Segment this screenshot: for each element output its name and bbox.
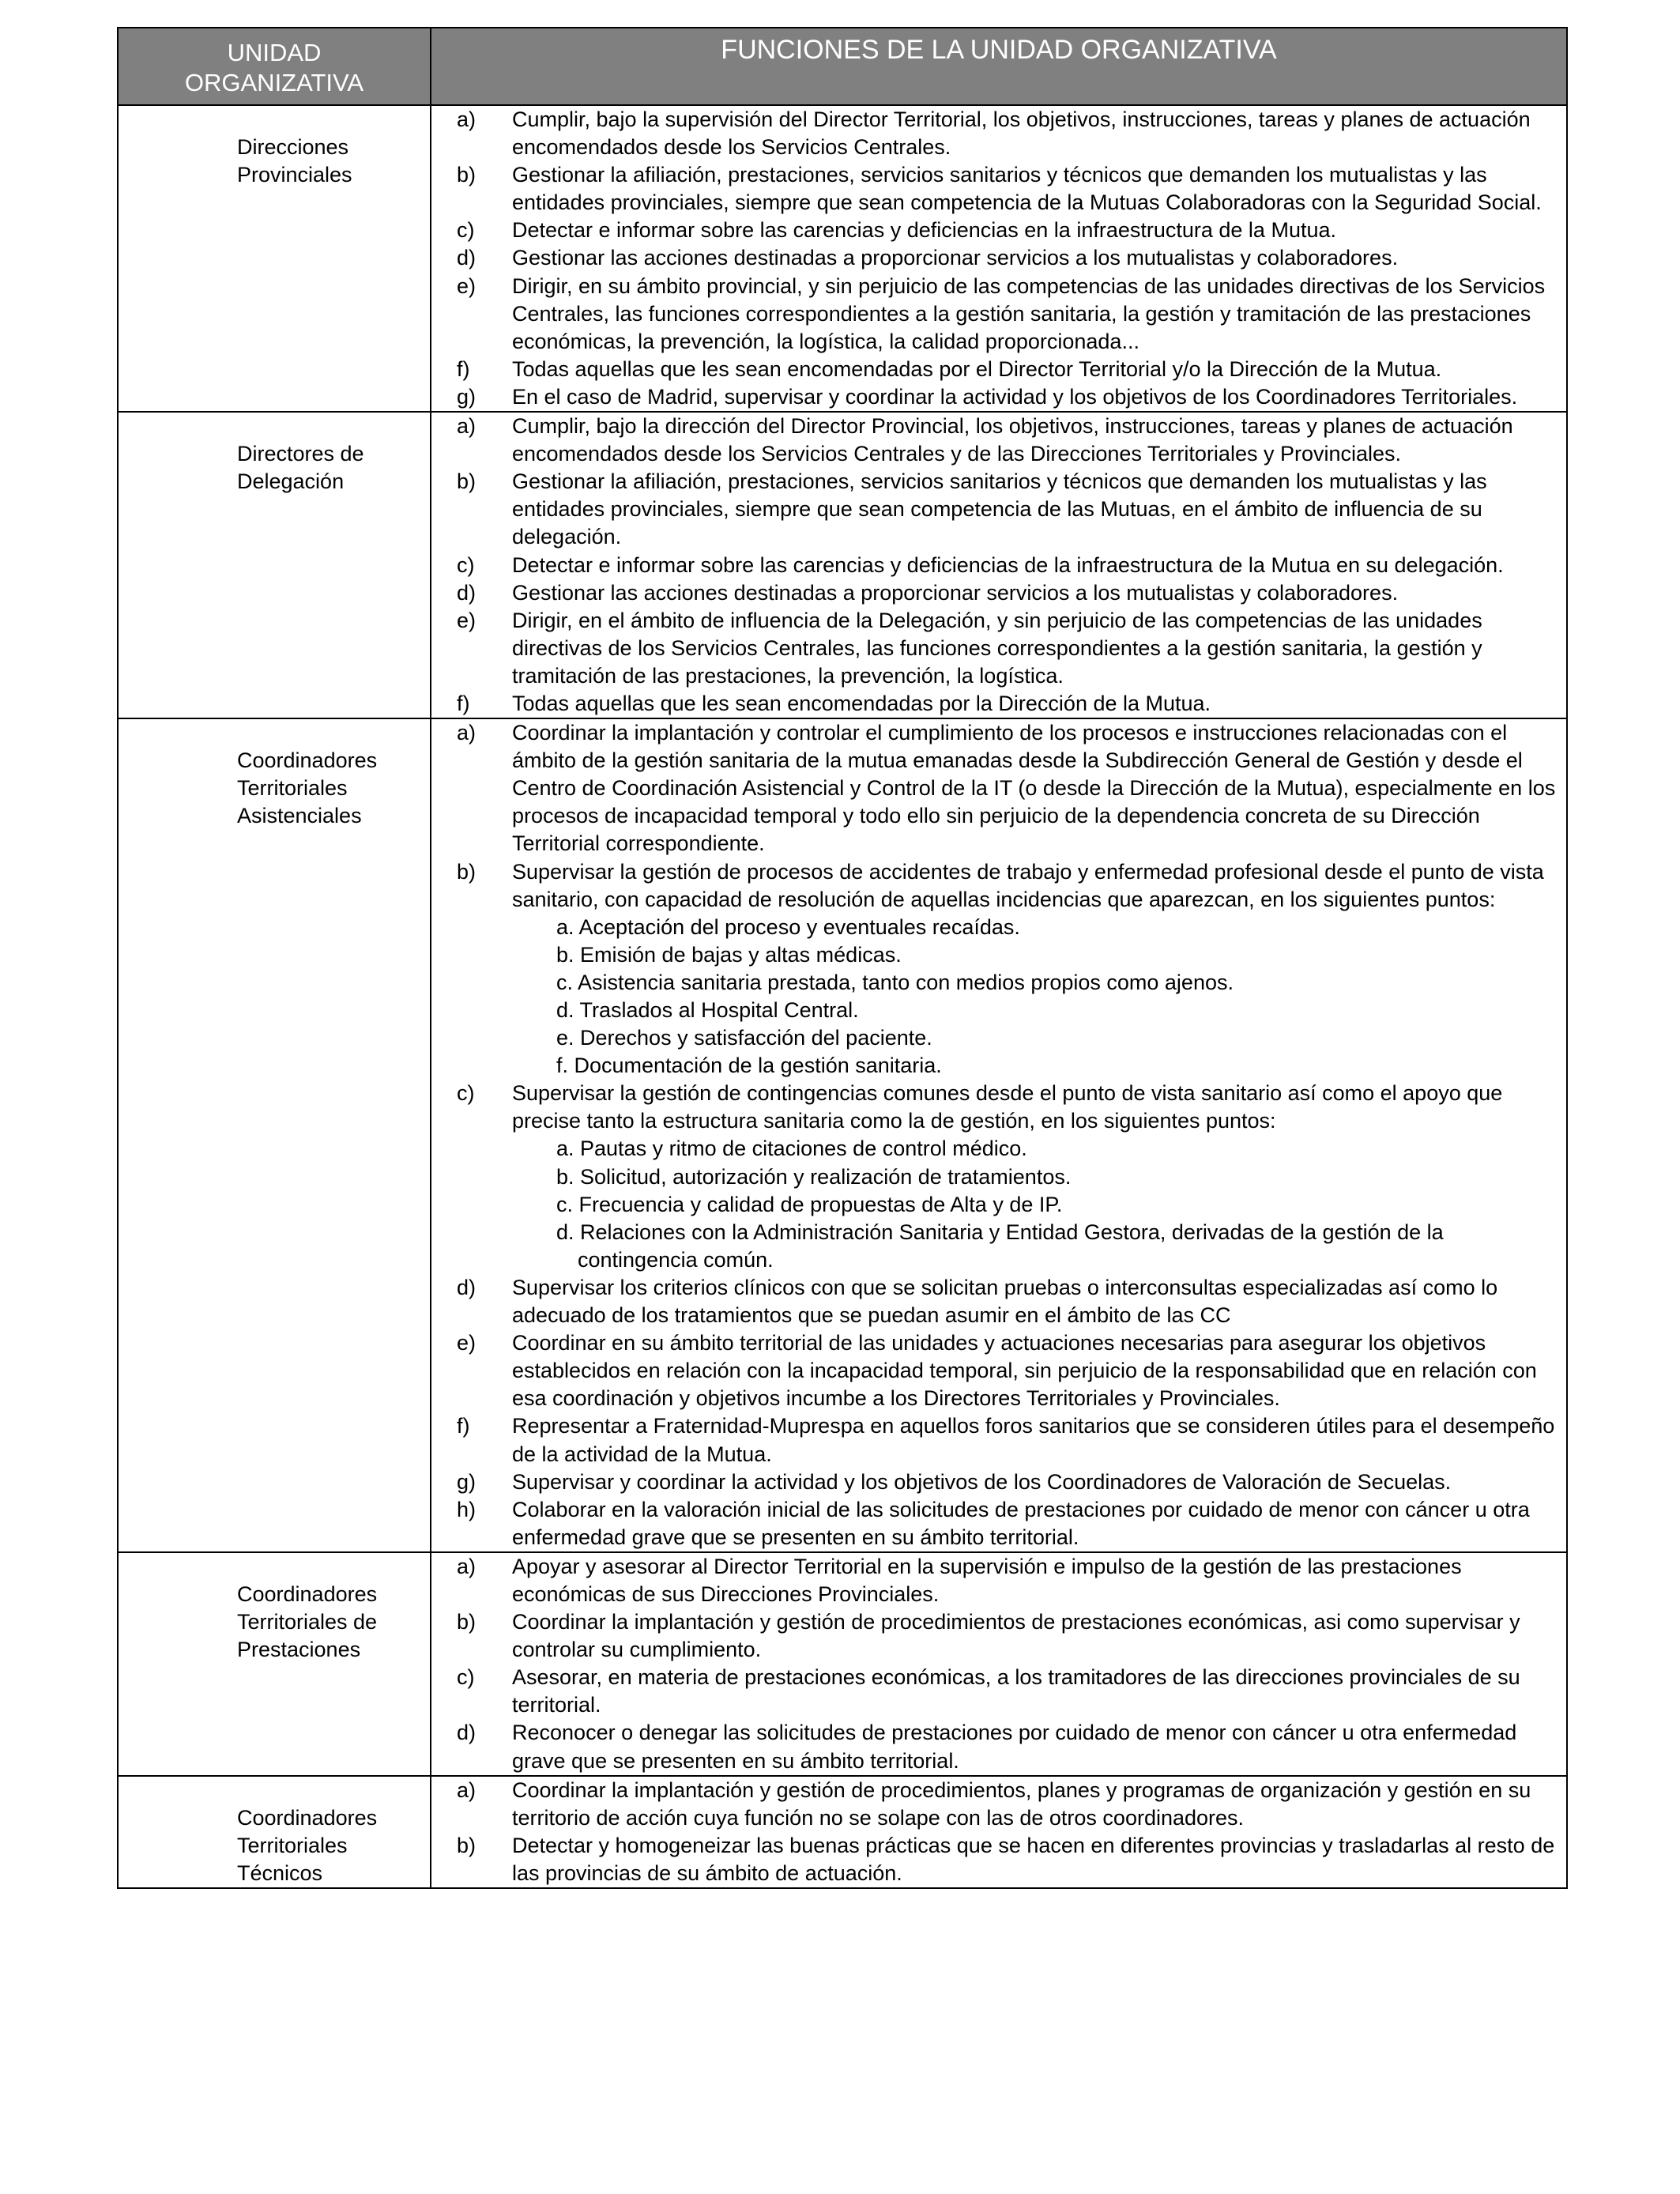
unit-name-line: Territoriales de xyxy=(237,1609,378,1634)
item-text: Gestionar la afiliación, prestaciones, servicios sanitarios y técnicos que demanden los mutualistas y las entidades provinciales, siempre que sean competencia de las Mutuas, en el ámbito de influencia de su delegación. xyxy=(512,469,1487,549)
header-row xyxy=(118,28,1567,105)
item-text: Coordinar la implantación y controlar el cumplimiento de los procesos e instrucciones relacionadas con el ámbito de la gestión sanitaria de la mutua emanadas desde la Subdirección General de Gestión y desde el Centro de Coordinación Asistencial y Control de la IT (o desde la Dirección de la Mutua), especialmente en los procesos de incapacidad temporal y todo ello sin perjuicio de la dependencia concreta de su Dirección Territorial correspondiente. xyxy=(512,721,1556,856)
item-marker: e) xyxy=(457,1331,477,1355)
item-text: Dirigir, en su ámbito provincial, y sin perjuicio de las competencias de las unidades directivas de los Servicios Centrales, las funciones correspondientes a la gestión sanitaria, la gestión y tramitación de las prestaciones económicas, la prevención, la logística, la calidad proporcionada... xyxy=(512,273,1546,353)
sub-item: e. Derechos y satisfacción del paciente. xyxy=(556,1026,932,1050)
item-text: Todas aquellas que les sean encomendadas por el Director Territorial y/o la Dirección de la Mutua. xyxy=(512,356,1442,381)
function-item xyxy=(431,1832,1558,1887)
unit-name-line: Provinciales xyxy=(237,163,352,187)
item-marker: a) xyxy=(457,107,477,131)
sub-list xyxy=(512,914,1558,1080)
unit-cell xyxy=(118,718,431,1552)
item-marker: a) xyxy=(457,1554,477,1578)
functions-list xyxy=(431,106,1566,411)
item-marker: b) xyxy=(457,1610,477,1634)
header-unit xyxy=(118,28,431,105)
item-text: Colaborar en la valoración inicial de las solicitudes de prestaciones por cuidado de menor con cáncer u otra enfermedad grave que se presenten en su ámbito territorial. xyxy=(512,1497,1530,1549)
item-text: Gestionar las acciones destinadas a proporcionar servicios a los mutualistas y colaboradores. xyxy=(512,580,1399,605)
unit-name xyxy=(119,719,430,830)
sub-item: f. Documentación de la gestión sanitaria. xyxy=(556,1054,942,1078)
item-marker: c) xyxy=(457,1665,475,1690)
header-functions: FUNCIONES DE LA UNIDAD ORGANIZATIVA xyxy=(431,28,1567,105)
item-marker: a) xyxy=(457,414,477,439)
sub-item: a. Aceptación del proceso y eventuales recaídas. xyxy=(556,914,1020,939)
function-item xyxy=(431,1329,1558,1412)
unit-cell xyxy=(118,412,431,718)
sub-item: b. Solicitud, autorización y realización de tratamientos. xyxy=(556,1164,1072,1189)
unit-name-line: Coordinadores xyxy=(237,1581,378,1606)
header-unit-line2: ORGANIZATIVA xyxy=(184,69,364,96)
sub-item: c. Frecuencia y calidad de propuestas de Alta y de IP. xyxy=(556,1192,1063,1216)
item-text: Cumplir, bajo la supervisión del Director Territorial, los objetivos, instrucciones, tareas y planes de actuación encomendados desde los Servicios Centrales. xyxy=(512,107,1531,160)
item-marker: d) xyxy=(457,246,477,270)
function-item xyxy=(431,1274,1558,1329)
function-item xyxy=(431,552,1558,579)
unit-name-line: Territoriales xyxy=(237,776,348,801)
function-item xyxy=(431,1777,1558,1832)
table-row xyxy=(118,105,1567,412)
item-text: Coordinar la implantación y gestión de procedimientos, planes y programas de organización y gestión en su territorio de acción cuya función no se solape con las de otros coordinadores. xyxy=(512,1777,1531,1830)
unit-name-line: Territoriales xyxy=(237,1833,348,1857)
functions-table xyxy=(117,27,1568,1889)
function-item xyxy=(431,106,1558,161)
item-text: Cumplir, bajo la dirección del Director Provincial, los objetivos, instrucciones, tareas y planes de actuación encomendados desde los Servicios Centrales y de las Direcciones Territoriales y Provinciales. xyxy=(512,414,1513,466)
function-item xyxy=(431,161,1558,217)
item-marker: b) xyxy=(457,469,477,494)
item-text: Gestionar las acciones destinadas a proporcionar servicios a los mutualistas y colaboradores. xyxy=(512,246,1399,270)
unit-name xyxy=(119,413,430,496)
unit-name xyxy=(119,106,430,189)
item-marker: a) xyxy=(457,721,477,745)
unit-name-line: Técnicos xyxy=(237,1860,323,1885)
unit-name xyxy=(119,1777,430,1887)
function-item xyxy=(431,690,1558,718)
item-marker: g) xyxy=(457,1469,477,1494)
item-text: Todas aquellas que les sean encomendadas por la Dirección de la Mutua. xyxy=(512,691,1211,715)
item-marker: f) xyxy=(457,1414,470,1438)
sub-item: d. Traslados al Hospital Central. xyxy=(556,998,859,1022)
header-unit-line1: UNIDAD xyxy=(227,39,322,66)
function-item xyxy=(431,1553,1558,1608)
item-marker: f) xyxy=(457,356,470,381)
item-text: Supervisar y coordinar la actividad y los objetivos de los Coordinadores de Valoración de Secuelas. xyxy=(512,1469,1452,1494)
functions-list xyxy=(431,1777,1566,1887)
item-marker: b) xyxy=(457,163,477,187)
unit-name-line: Coordinadores xyxy=(237,748,378,773)
unit-name-line: Asistenciales xyxy=(237,804,362,828)
function-item xyxy=(431,273,1558,356)
functions-cell xyxy=(431,1776,1567,1888)
unit-name-line: Directores de xyxy=(237,442,364,466)
function-item xyxy=(431,1496,1558,1551)
item-text: Supervisar la gestión de contingencias comunes desde el punto de vista sanitario así como el apoyo que precise tanto la estructura sanitaria como la de gestión, en los siguientes puntos: xyxy=(512,1081,1503,1133)
functions-list xyxy=(431,719,1566,1551)
sub-item: b. Emisión de bajas y altas médicas. xyxy=(556,942,902,967)
function-item xyxy=(431,244,1558,272)
function-item xyxy=(431,383,1558,411)
item-marker: g) xyxy=(457,384,477,409)
unit-cell xyxy=(118,1552,431,1776)
unit-name-line: Delegación xyxy=(237,469,345,494)
item-text: Dirigir, en el ámbito de influencia de la Delegación, y sin perjuicio de las competencias de las unidades directivas de los Servicios Centrales, las funciones correspondientes a la gestión sanitaria, la gestión y tramitación de las prestaciones, la prevención, la logística. xyxy=(512,608,1482,688)
item-marker: e) xyxy=(457,273,477,298)
function-item xyxy=(431,468,1558,551)
function-item xyxy=(431,607,1558,690)
function-item xyxy=(431,413,1558,468)
functions-list xyxy=(431,413,1566,718)
function-item xyxy=(431,1719,1558,1774)
item-marker: a) xyxy=(457,1777,477,1802)
item-text: Detectar y homogeneizar las buenas prácticas que se hacen en diferentes provincias y trasladarlas al resto de las provincias de su ámbito de actuación. xyxy=(512,1833,1555,1885)
function-item xyxy=(431,1664,1558,1719)
item-marker: d) xyxy=(457,1275,477,1299)
function-item xyxy=(431,1412,1558,1468)
function-item xyxy=(431,858,1558,1080)
item-marker: d) xyxy=(457,580,477,605)
functions-cell xyxy=(431,718,1567,1552)
function-item xyxy=(431,719,1558,858)
unit-cell xyxy=(118,1776,431,1888)
item-text: Representar a Fraternidad-Muprespa en aquellos foros sanitarios que se consideren útiles para el desempeño de la actividad de la Mutua. xyxy=(512,1414,1555,1466)
item-text: Gestionar la afiliación, prestaciones, servicios sanitarios y técnicos que demanden los mutualistas y las entidades provinciales, siempre que sean competencia de la Mutuas Colaboradoras con la Seguridad Social. xyxy=(512,163,1542,215)
item-text: Supervisar la gestión de procesos de accidentes de trabajo y enfermedad profesional desde el punto de vista sanitario, con capacidad de resolución de aquellas incidencias que aparezcan, en los siguientes puntos: xyxy=(512,859,1544,911)
item-text: Coordinar la implantación y gestión de procedimientos de prestaciones económicas, asi como supervisar y controlar su cumplimiento. xyxy=(512,1610,1520,1662)
item-marker: c) xyxy=(457,1081,475,1106)
item-text: Apoyar y asesorar al Director Territorial en la supervisión e impulso de la gestión de las prestaciones económicas de sus Direcciones Provinciales. xyxy=(512,1554,1462,1606)
sub-list xyxy=(512,1135,1558,1273)
unit-cell xyxy=(118,105,431,412)
functions-list xyxy=(431,1553,1566,1775)
item-marker: c) xyxy=(457,218,475,243)
unit-name-line: Prestaciones xyxy=(237,1638,361,1662)
unit-name-line: Direcciones xyxy=(237,135,349,159)
unit-name-line: Coordinadores xyxy=(237,1805,378,1830)
item-marker: b) xyxy=(457,1833,477,1857)
function-item xyxy=(431,356,1558,383)
item-text: Coordinar en su ámbito territorial de las unidades y actuaciones necesarias para asegurar los objetivos establecidos en relación con la incapacidad temporal, sin perjuicio de la responsabilidad que en relación con esa coordinación y objetivos incumbe a los Directores Territoriales y Provinciales. xyxy=(512,1331,1537,1411)
table-row xyxy=(118,718,1567,1552)
table-row xyxy=(118,1776,1567,1888)
function-item xyxy=(431,217,1558,244)
functions-cell xyxy=(431,1552,1567,1776)
table-row xyxy=(118,412,1567,718)
function-item xyxy=(431,1608,1558,1664)
item-marker: c) xyxy=(457,552,475,577)
item-text: Detectar e informar sobre las carencias y deficiencias en la infraestructura de la Mutua. xyxy=(512,218,1336,243)
sub-item: d. Relaciones con la Administración Sanitaria y Entidad Gestora, derivadas de la gestión de la contingencia común. xyxy=(556,1220,1444,1272)
item-marker: e) xyxy=(457,608,477,632)
item-marker: d) xyxy=(457,1721,477,1745)
unit-name xyxy=(119,1553,430,1664)
item-text: Reconocer o denegar las solicitudes de prestaciones por cuidado de menor con cáncer u otra enfermedad grave que se presenten en su ámbito territorial. xyxy=(512,1721,1517,1773)
function-item xyxy=(431,1468,1558,1496)
item-marker: f) xyxy=(457,691,470,715)
function-item xyxy=(431,579,1558,607)
item-marker: b) xyxy=(457,859,477,884)
item-text: Asesorar, en materia de prestaciones económicas, a los tramitadores de las direcciones provinciales de su territorial. xyxy=(512,1665,1520,1717)
item-text: Detectar e informar sobre las carencias y deficiencias de la infraestructura de la Mutua en su delegación. xyxy=(512,552,1504,577)
functions-cell xyxy=(431,105,1567,412)
item-text: Supervisar los criterios clínicos con que se solicitan pruebas o interconsultas especializadas así como lo adecuado de los tratamientos que se puedan asumir en el ámbito de las CC xyxy=(512,1275,1498,1328)
table-row xyxy=(118,1552,1567,1776)
item-marker: h) xyxy=(457,1497,477,1521)
functions-cell xyxy=(431,412,1567,718)
sub-item: a. Pautas y ritmo de citaciones de control médico. xyxy=(556,1137,1027,1161)
sub-item: c. Asistencia sanitaria prestada, tanto con medios propios como ajenos. xyxy=(556,970,1234,994)
item-text: En el caso de Madrid, supervisar y coordinar la actividad y los objetivos de los Coordinadores Territoriales. xyxy=(512,384,1518,409)
function-item xyxy=(431,1080,1558,1274)
